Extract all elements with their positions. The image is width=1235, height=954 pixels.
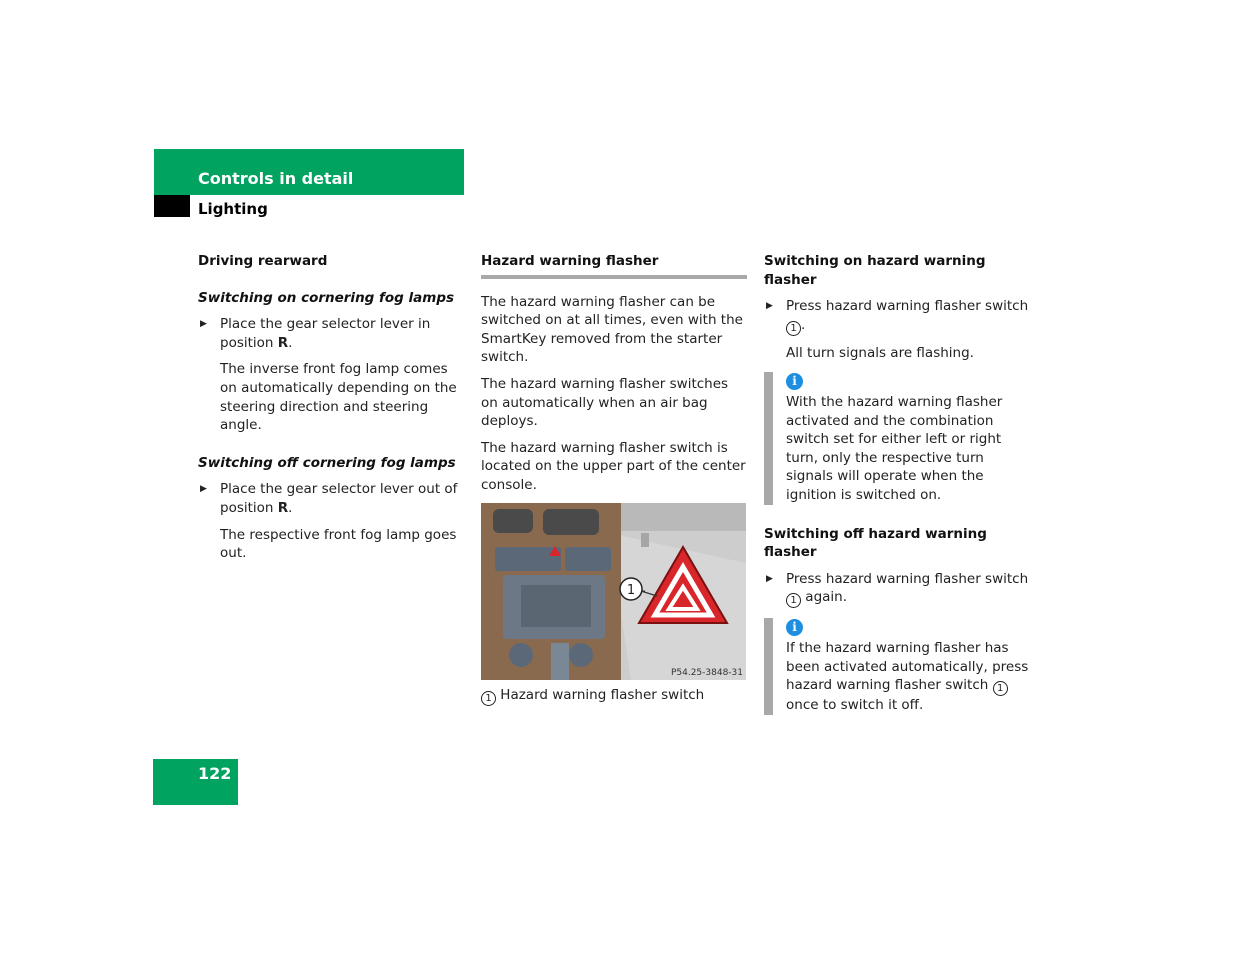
column-middle <box>481 252 747 706</box>
image-code: P54.25-3848-31 <box>670 667 743 678</box>
image-caption: 1 Hazard warning flasher switch <box>481 686 747 706</box>
result-fog-off: The respective front fog lamp goes out. <box>220 526 457 562</box>
info-icon: i <box>786 373 803 390</box>
heading-hazard-flasher: Hazard warning flasher <box>481 253 659 269</box>
center-console-illustration <box>481 503 746 680</box>
page-number: 122 <box>198 764 232 783</box>
callout-number: 1 <box>626 582 636 598</box>
result-signals-flashing: All turn signals are flashing. <box>786 344 974 361</box>
column-right <box>764 252 1030 715</box>
result-fog-on: The inverse front fog lamp comes on automatically depending on the steering direction and steering angle. <box>220 361 457 434</box>
para-hazard-airbag: The hazard warning flasher switches on automatically when an air bag deploys. <box>481 375 729 430</box>
para-hazard-always: The hazard warning flasher can be switched on at all times, even with the SmartKey removed from the starter switch. <box>481 293 743 366</box>
heading-switch-on-hazard: Switching on hazard warning flasher <box>764 253 986 288</box>
section-title: Controls in detail <box>198 169 354 188</box>
heading-driving-rearward: Driving rearward <box>198 253 328 269</box>
step-press-hazard-on: ▶ Press hazard warning flasher switch 1 . <box>764 297 1030 336</box>
info-icon: i <box>786 619 803 636</box>
step-press-hazard-off: ▶ Press hazard warning flasher switch 1 again. <box>764 570 1030 609</box>
info-note-text: With the hazard warning flasher activated and the combination switch set for either left or right turn, only the respective turn signals will operate when the ignition is switched on. <box>786 393 1003 503</box>
info-note-text: If the hazard warning flasher has been activated automatically, press hazard warning flasher switch 1 once to switch it off. <box>786 639 1029 714</box>
subsection-marker <box>154 195 190 217</box>
subheading-on-cornering-fog: Switching on cornering fog lamps <box>198 289 455 306</box>
subheading-off-cornering-fog: Switching off cornering fog lamps <box>198 454 456 471</box>
column-left <box>198 252 468 563</box>
info-note-combination-switch <box>764 372 1030 504</box>
para-hazard-location: The hazard warning flasher switch is located on the upper part of the center console. <box>481 439 746 493</box>
step-gear-in-r: ▶ Place the gear selector lever in position R. <box>198 315 468 352</box>
heading-rule <box>481 275 747 279</box>
info-note-auto-activation <box>764 618 1030 714</box>
heading-switch-off-hazard: Switching off hazard warning flasher <box>764 525 987 561</box>
subsection-title: Lighting <box>198 200 268 218</box>
step-gear-out-r: ▶ Place the gear selector lever out of position R. <box>198 480 468 517</box>
center-console-photo <box>481 503 746 680</box>
